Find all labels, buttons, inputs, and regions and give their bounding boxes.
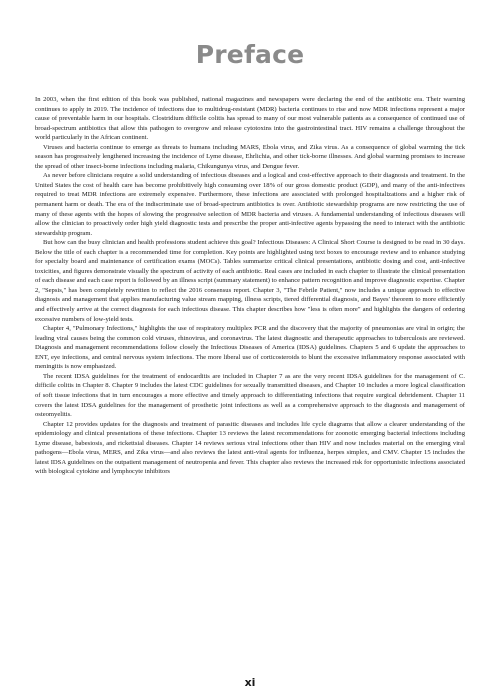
- paragraph: Chapter 4, "Pulmonary Infections," highlights the use of respiratory multiplex PCR and the discovery that the majority of pneumonias are viral in origin; the leading viral causes being the common cold viruses, rhinovirus, and coronavirus. The latest diagnostic and therapeutic approaches to tuberculosis are reviewed. Diagnosis and management recommendations follow closely the Infectious Diseases of America (IDSA) guidelines. Chapters 5 and 6 update the approaches to ENT, eye infections, and central nervous system infections. The more liberal use of corticosteroids to blunt the excessive inflammatory response associated with meningitis is now emphasized.: [35, 325, 465, 371]
- paragraph: As never before clinicians require a solid understanding of infectious diseases and a logical and cost-effective approach to their diagnosis and treatment. In the United States the cost of health care has become prohibitively high consuming over 18% of our gross domestic product (GDP), and many of the anti-infectives required to treat MDR infections are extremely expensive. Furthermore, these infections are associated with prolonged hospitalizations and a higher risk of permanent harm or death. The era of the indiscriminate use of broad-spectrum antibiotics is over. Antibiotic stewardship programs are now restricting the use of many of these agents with the hopes of slowing the progressive selection of MDR bacteria and viruses. A fundamental understanding of infectious diseases will allow the clinician to proactively order high yield diagnostic tests and prescribe the proper anti-infective agents bypassing the need to interact with the antibiotic stewardship program.: [35, 172, 465, 237]
- paragraph: Chapter 12 provides updates for the diagnosis and treatment of parasitic diseases and includes life cycle diagrams that allow a clearer understanding of the epidemiology and clinical presentations of these infections. Chapter 13 reviews the latest recommendations for zoonotic emerging bacterial infections including Lyme disease, babesiosis, and rickettsial diseases. Chapter 14 reviews serious viral infections other than HIV and now includes material on the emerging viral pathogens—Ebola virus, MERS, and Zika virus—and also reviews the latest anti-viral agents for influenza, herpes simplex, and CMV. Chapter 15 includes the latest IDSA guidelines on the outpatient management of neutropenia and fever. This chapter also reviews the increased risk for opportunistic infections associated with biological cytokine and lymphocyte inhibitors: [35, 420, 465, 476]
- paragraph: The recent IDSA guidelines for the treatment of endocarditis are included in Chapter 7 as are the very recent IDSA guidelines for the management of C. difficile colitis in Chapter 8. Chapter 9 includes the latest CDC guidelines for sexually transmitted diseases, and Chapter 10 includes a more logical classification of soft tissue infections that in turn encourages a more effective and timely approach to differentiating infections that require surgical debridement. Chapter 11 covers the latest IDSA guidelines for the management of prosthetic joint infections as well as a comprehensive approach to the diagnosis and management of osteomyelitis.: [35, 372, 465, 419]
- page-title: Preface: [195, 40, 305, 69]
- paragraph: In 2003, when the first edition of this book was published, national magazines and newspapers were declaring the end of the antibiotic era. Their warning continues to apply in 2019. The incidence of infections due to multidrug-resistant (MDR) bacteria continues to rise and now MDR infections represent a major cause of preventable harm in our hospitals. Clostridium difficile colitis has spread to many of our most vulnerable patients as a consequence of continued use of broad-spectrum antibiotics that allow this pathogen to overgrow and release cytotoxins into the gastrointestinal tract. HIV remains a challenge throughout the world particularly in the African continent.: [35, 96, 465, 142]
- page-number: xi: [244, 676, 256, 689]
- preface-body: [35, 95, 465, 665]
- paragraph: But how can the busy clinician and health professions student achieve this goal? Infectious Diseases: A Clinical Short Course is designed to be read in 30 days. Below the title of each chapter is a recommended time for completion. Key points are highlighted using text boxes to encourage review and to enhance studying for specialty board and maintenance of certification exams (MOCs). Tables summarize critical clinical presentations, antibiotic dosing and cost, anti-infective toxicities, and figures demonstrate visually the spectrum of activity of each antibiotic. Real cases are included in each chapter to illustrate the clinical presentation of each disease and each case report is followed by an illness script (summary statement) to enhance pattern recognition and improve diagnostic expertise. Chapter 2, "Sepsis," has been completely rewritten to reflect the 2016 consensus report. Chapter 3, "The Febrile Patient," now includes a unique approach to effective diagnosis and management that applies manufacturing value stream mapping, illness scripts, tiered differential diagnosis, and Bayes' theorem to more efficiently and effectively arrive at the correct diagnosis for each infectious disease. This chapter describes how "less is often more" and highlights the dangers of ordering excessive numbers of low-yield tests.: [35, 239, 465, 323]
- paragraph: Viruses and bacteria continue to emerge as threats to humans including MARS, Ebola virus, and Zika virus. As a consequence of global warming the tick season has progressively lengthened increasing the incidence of Lyme disease, Ehrlichia, and other tick-borne illnesses. And global warming promises to increase the spread of other insect-borne infections including malaria, Chikungunya virus, and Dengue fever.: [35, 143, 465, 170]
